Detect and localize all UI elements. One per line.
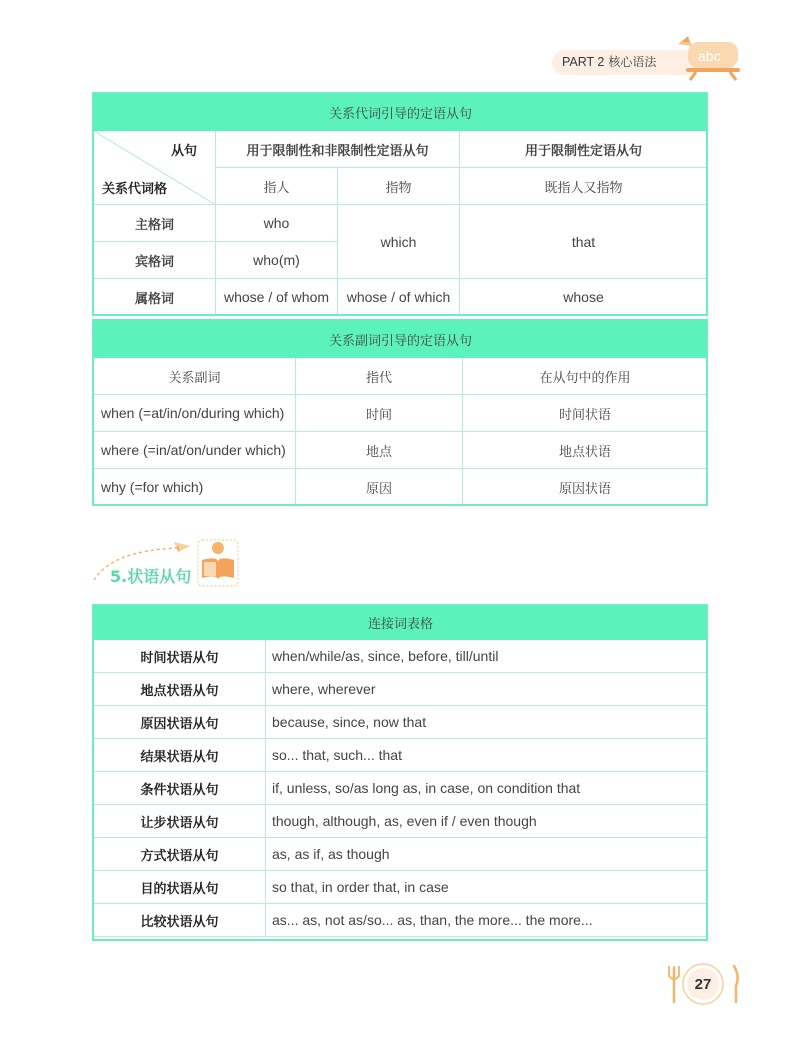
- page-number: 27: [694, 976, 712, 993]
- table-cell: which: [338, 205, 460, 279]
- table-row: [94, 739, 708, 772]
- table-row: [94, 805, 708, 838]
- column-header: 在从句中的作用: [463, 358, 708, 395]
- table-row: [94, 469, 708, 506]
- corner-header: [94, 131, 216, 205]
- row-label: 主格词: [94, 205, 216, 242]
- table-row: [94, 640, 708, 673]
- relative-pronoun-table: [93, 93, 708, 316]
- table-title: 关系代词引导的定语从句: [94, 94, 708, 131]
- row-label: 原因状语从句: [94, 706, 266, 739]
- table-cell: if, unless, so/as long as, in case, on condition that: [266, 772, 708, 805]
- table-cell: why (=for which): [94, 469, 296, 506]
- relative-adverb-table: [93, 320, 708, 506]
- table-cell: who: [216, 205, 338, 242]
- table-row: [94, 432, 708, 469]
- table-cell: as... as, not as/so... as, than, the more... the more...: [266, 904, 708, 937]
- table-row: [94, 838, 708, 871]
- part-title: 核心语法: [608, 55, 657, 69]
- table-row: [94, 673, 708, 706]
- row-label: 让步状语从句: [94, 805, 266, 838]
- column-group-header: 用于限制性定语从句: [460, 131, 708, 168]
- table-cell: when/while/as, since, before, till/until: [266, 640, 708, 673]
- table-cell: where, wherever: [266, 673, 708, 706]
- corner-top-label: 从句: [170, 144, 197, 159]
- column-header: 指物: [338, 168, 460, 205]
- row-label: 比较状语从句: [94, 904, 266, 937]
- table-cell: 原因: [296, 469, 463, 506]
- table-cell: that: [460, 205, 708, 279]
- table-title: 连接词表格: [94, 606, 708, 640]
- table-row: [94, 772, 708, 805]
- column-header: 指代: [296, 358, 463, 395]
- table-cell: whose / of whom: [216, 279, 338, 316]
- table-cell: though, although, as, even if / even though: [266, 805, 708, 838]
- table-row: [94, 395, 708, 432]
- row-label: 属格词: [94, 279, 216, 316]
- row-label: 地点状语从句: [94, 673, 266, 706]
- table-cell: 地点状语: [463, 432, 708, 469]
- table-cell: 原因状语: [463, 469, 708, 506]
- row-label: 方式状语从句: [94, 838, 266, 871]
- column-header: 指人: [216, 168, 338, 205]
- section-title: 5.状语从句: [110, 567, 192, 586]
- conjunction-table: [93, 605, 708, 937]
- corner-bottom-label: 关系代词格: [102, 182, 168, 197]
- row-label: 结果状语从句: [94, 739, 266, 772]
- row-label: 目的状语从句: [94, 871, 266, 904]
- table-row: [94, 871, 708, 904]
- table-cell: whose / of which: [338, 279, 460, 316]
- table-cell: as, as if, as though: [266, 838, 708, 871]
- table-cell: because, since, now that: [266, 706, 708, 739]
- table-cell: so... that, such... that: [266, 739, 708, 772]
- table-cell: 时间: [296, 395, 463, 432]
- column-header: 既指人又指物: [460, 168, 708, 205]
- column-group-header: 用于限制性和非限制性定语从句: [216, 131, 460, 168]
- abc-badge-text: abc: [698, 48, 721, 64]
- table-cell: when (=at/in/on/during which): [94, 395, 296, 432]
- table-row: [94, 904, 708, 937]
- table-cell: 时间状语: [463, 395, 708, 432]
- chalkboard-icon: [674, 30, 744, 82]
- table-cell: where (=in/at/on/under which): [94, 432, 296, 469]
- table-cell: who(m): [216, 242, 338, 279]
- table-row: [94, 706, 708, 739]
- table-cell: so that, in order that, in case: [266, 871, 708, 904]
- part-number: PART 2: [562, 55, 605, 69]
- table-title: 关系副词引导的定语从句: [94, 321, 708, 358]
- row-label: 时间状语从句: [94, 640, 266, 673]
- column-header: 关系副词: [94, 358, 296, 395]
- row-label: 宾格词: [94, 242, 216, 279]
- table-cell: whose: [460, 279, 708, 316]
- table-cell: 地点: [296, 432, 463, 469]
- row-label: 条件状语从句: [94, 772, 266, 805]
